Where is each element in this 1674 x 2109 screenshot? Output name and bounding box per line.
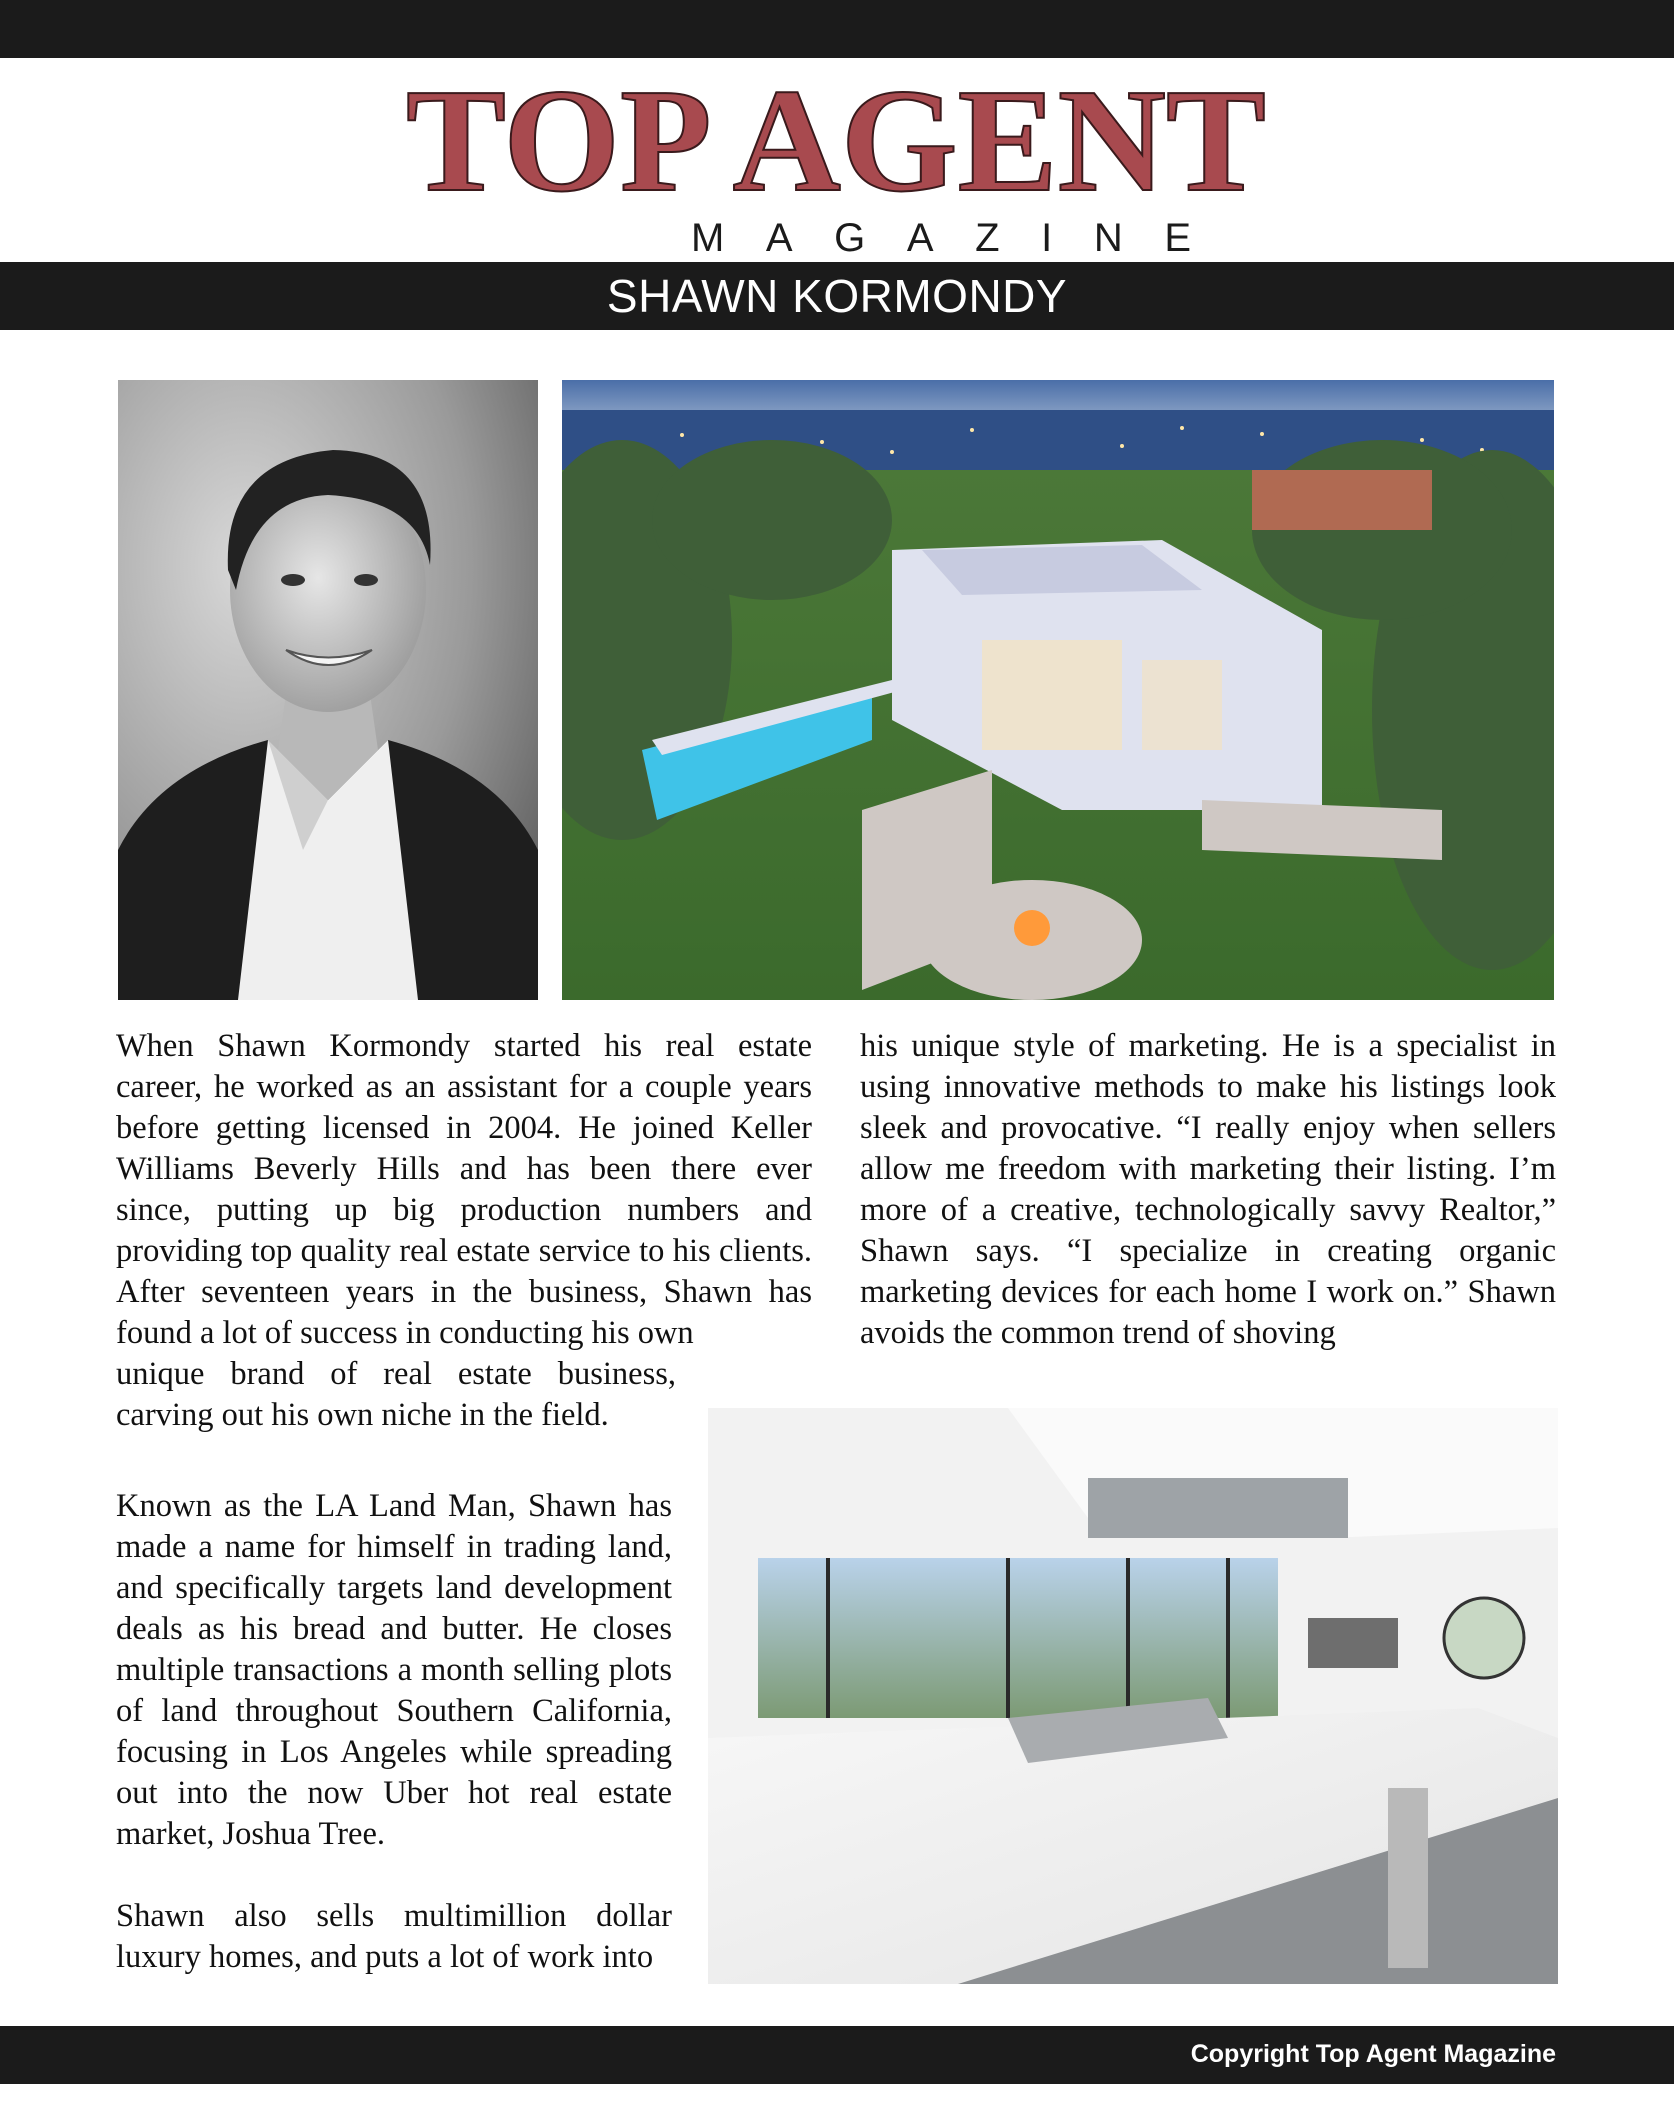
article-paragraph-4: his unique style of marketing. He is a specialist in using innovative methods to make his listings look sleek and provocative. “I really enjoy when sellers allow me freedom with marketing their listing. I’m more of a creative, technologically savvy Realtor,” Shawn says. “I specialize in creating organic marketing devices for each home I work on.” Shawn avoids the common trend of shoving — [860, 1028, 1556, 1351]
agent-name: SHAWN KORMONDY — [606, 270, 1068, 322]
kitchen-photo — [708, 1408, 1558, 1984]
copyright-notice: Copyright Top Agent Magazine — [1190, 2040, 1556, 2068]
article-paragraph-3: Shawn also sells multimillion dollar luxury homes, and puts a lot of work into — [116, 1898, 672, 1975]
logo-sub-text: MAGAZINE — [691, 216, 1191, 258]
top-agent-magazine-logo — [396, 68, 1276, 258]
masthead — [0, 58, 1674, 262]
agent-name-banner — [0, 262, 1674, 330]
aerial-house-photo — [562, 380, 1554, 1000]
bottom-black-bar — [0, 2026, 1674, 2084]
article-paragraph-1: When Shawn Kormondy started his real estate career, he worked as an assistant for a couple years before getting licensed in 2004. He joined Keller Williams Beverly Hills and has been there ever since, putting up big production numbers and providing top quality real estate service to his clients. After seventeen years in the business, Shawn has found a lot of success in conducting his own — [116, 1028, 812, 1351]
portrait-photo — [118, 380, 538, 1000]
logo-main-text: TOP AGENT — [406, 68, 1266, 223]
article-paragraph-1-continued: unique brand of real estate business, carving out his own niche in the field. — [116, 1356, 676, 1433]
article-paragraph-2: Known as the LA Land Man, Shawn has made a name for himself in trading land, and specifically targets land development deals as his bread and butter. He closes multiple transactions a month selling plots of land throughout Southern California, focusing in Los Angeles while spreading out into the now Uber hot real estate market, Joshua Tree. — [116, 1488, 672, 1852]
top-black-bar — [0, 0, 1674, 58]
